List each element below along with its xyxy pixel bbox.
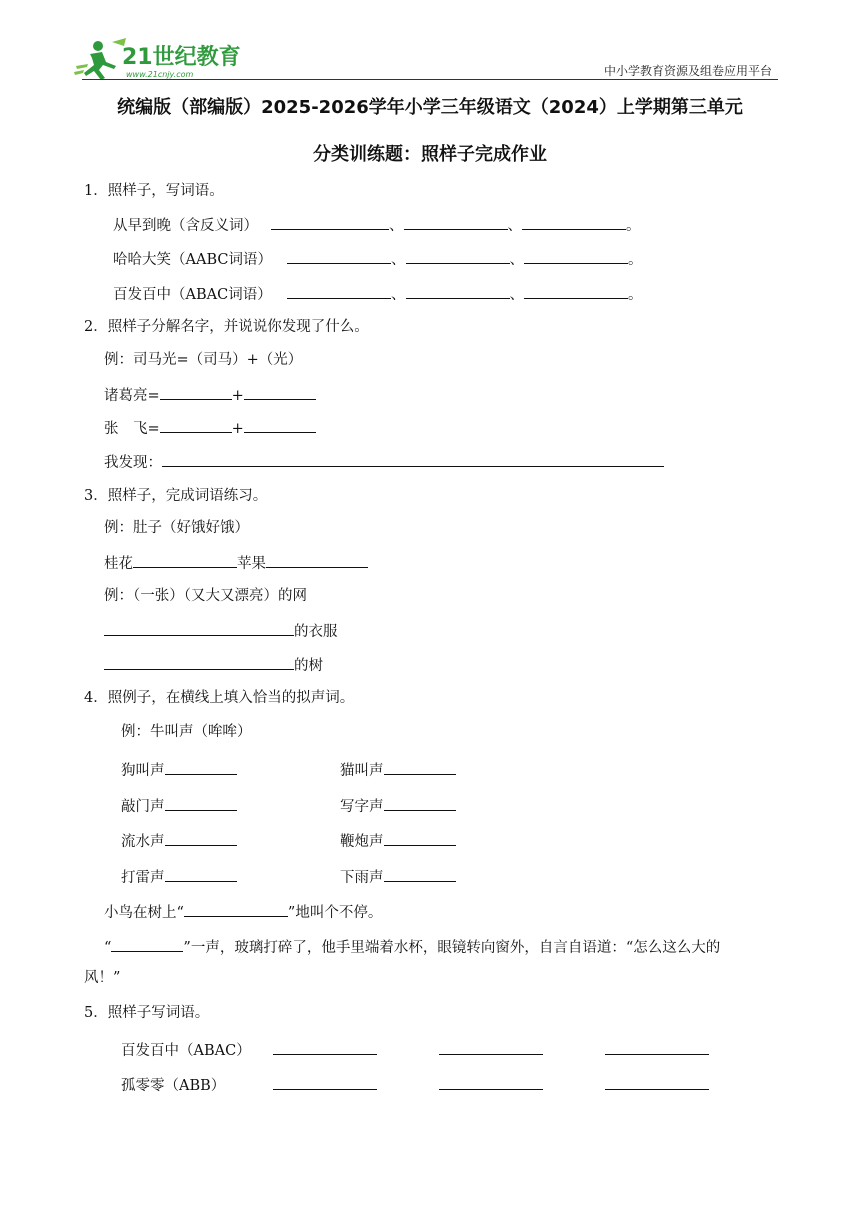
q1-row-label: 哈哈大笑（AABC词语） bbox=[113, 252, 272, 268]
end-mark: 。 bbox=[628, 287, 643, 303]
answer-blank[interactable] bbox=[439, 1075, 543, 1090]
q1-row-label: 百发百中（ABAC词语） bbox=[113, 287, 272, 303]
answer-blank[interactable] bbox=[266, 553, 368, 568]
separator: 、 bbox=[391, 287, 406, 303]
answer-blank[interactable] bbox=[165, 760, 237, 775]
q2-found-row: 我发现： bbox=[104, 452, 664, 472]
q4-glass-sentence-end: 风！” bbox=[84, 970, 121, 986]
q5-row: 百发百中（ABAC） bbox=[121, 1040, 709, 1060]
runner-icon bbox=[74, 41, 116, 80]
answer-blank[interactable] bbox=[384, 867, 456, 882]
q5-row: 孤零零（ABB） bbox=[121, 1075, 709, 1095]
answer-blank[interactable] bbox=[160, 418, 232, 433]
answer-blank[interactable] bbox=[273, 1040, 377, 1055]
separator: 、 bbox=[391, 252, 406, 268]
answer-blank[interactable] bbox=[605, 1075, 709, 1090]
separator: 、 bbox=[509, 252, 524, 268]
q2-stem: 2．照样子分解名字，并说说你发现了什么。 bbox=[84, 319, 369, 335]
answer-blank[interactable] bbox=[133, 553, 237, 568]
answer-blank[interactable] bbox=[439, 1040, 543, 1055]
answer-blank[interactable] bbox=[111, 937, 183, 952]
q4-item: 敲门声 bbox=[121, 796, 237, 816]
separator: 、 bbox=[389, 218, 404, 234]
q3-phrase-row: 的树 bbox=[104, 655, 323, 675]
answer-blank[interactable] bbox=[605, 1040, 709, 1055]
answer-blank[interactable] bbox=[184, 902, 288, 917]
q4-item: 流水声 bbox=[121, 831, 237, 851]
q1-row bbox=[113, 284, 643, 304]
site-logo bbox=[72, 36, 242, 84]
q4-item: 下雨声 bbox=[340, 867, 456, 887]
svg-text:21世纪教育: 21世纪教育 bbox=[122, 45, 241, 70]
header-divider bbox=[82, 79, 778, 80]
q1-row-label: 从早到晚（含反义词） bbox=[113, 218, 258, 234]
q2-name-row: 诸葛亮= + bbox=[104, 385, 316, 405]
q3-stem: 3．照样子，完成词语练习。 bbox=[84, 488, 268, 504]
answer-blank[interactable] bbox=[104, 655, 294, 670]
q4-item: 鞭炮声 bbox=[340, 831, 456, 851]
answer-blank[interactable] bbox=[524, 284, 628, 299]
answer-blank[interactable] bbox=[244, 418, 316, 433]
q4-item: 打雷声 bbox=[121, 867, 237, 887]
answer-blank[interactable] bbox=[165, 831, 237, 846]
answer-blank[interactable] bbox=[287, 284, 391, 299]
separator: 、 bbox=[509, 287, 524, 303]
answer-blank[interactable] bbox=[522, 215, 626, 230]
q3-phrase-row: 的衣服 bbox=[104, 621, 338, 641]
q4-item: 狗叫声 bbox=[121, 760, 237, 780]
answer-blank[interactable] bbox=[162, 452, 664, 467]
q5-stem: 5．照样子写词语。 bbox=[84, 1005, 210, 1021]
answer-blank[interactable] bbox=[384, 760, 456, 775]
answer-blank[interactable] bbox=[384, 796, 456, 811]
q4-stem: 4．照例子，在横线上填入恰当的拟声词。 bbox=[84, 690, 355, 706]
end-mark: 。 bbox=[626, 218, 641, 234]
q1-row bbox=[113, 215, 641, 235]
q4-example: 例：牛叫声（哞哞） bbox=[121, 724, 252, 740]
platform-label: 中小学教育资源及组卷应用平台 bbox=[603, 64, 772, 78]
answer-blank[interactable] bbox=[287, 249, 391, 264]
answer-blank[interactable] bbox=[165, 796, 237, 811]
answer-blank[interactable] bbox=[160, 385, 232, 400]
q4-bird-sentence: 小鸟在树上“ ”地叫个不停。 bbox=[104, 902, 382, 922]
q4-glass-sentence: “ ”一声，玻璃打碎了，他手里端着水杯，眼镜转向窗外，自言自语道：“怎么这么大的 bbox=[104, 937, 720, 957]
q3-example: 例：肚子（好饿好饿） bbox=[104, 520, 249, 536]
q3-word-row: 桂花 苹果 bbox=[104, 553, 368, 573]
answer-blank[interactable] bbox=[384, 831, 456, 846]
answer-blank[interactable] bbox=[271, 215, 389, 230]
answer-blank[interactable] bbox=[524, 249, 628, 264]
q4-item: 猫叫声 bbox=[340, 760, 456, 780]
answer-blank[interactable] bbox=[244, 385, 316, 400]
svg-text:www.21cnjy.com: www.21cnjy.com bbox=[126, 70, 194, 79]
answer-blank[interactable] bbox=[104, 621, 294, 636]
separator: 、 bbox=[507, 218, 522, 234]
q2-example: 例：司马光=（司马）+（光） bbox=[104, 352, 303, 368]
page-subtitle: 分类训练题：照样子完成作业 bbox=[313, 144, 547, 165]
q1-stem: 1．照样子，写词语。 bbox=[84, 183, 224, 199]
q3-example: 例：（一张）（又大又漂亮）的网 bbox=[104, 588, 307, 604]
q4-item: 写字声 bbox=[340, 796, 456, 816]
q2-name-row: 张 飞= + bbox=[104, 418, 316, 438]
page-title: 统编版（部编版）2025-2026学年小学三年级语文（2024）上学期第三单元 bbox=[117, 97, 743, 118]
answer-blank[interactable] bbox=[404, 215, 508, 230]
answer-blank[interactable] bbox=[273, 1075, 377, 1090]
answer-blank[interactable] bbox=[406, 249, 510, 264]
end-mark: 。 bbox=[628, 252, 643, 268]
answer-blank[interactable] bbox=[165, 867, 237, 882]
q1-row bbox=[113, 249, 643, 269]
answer-blank[interactable] bbox=[406, 284, 510, 299]
